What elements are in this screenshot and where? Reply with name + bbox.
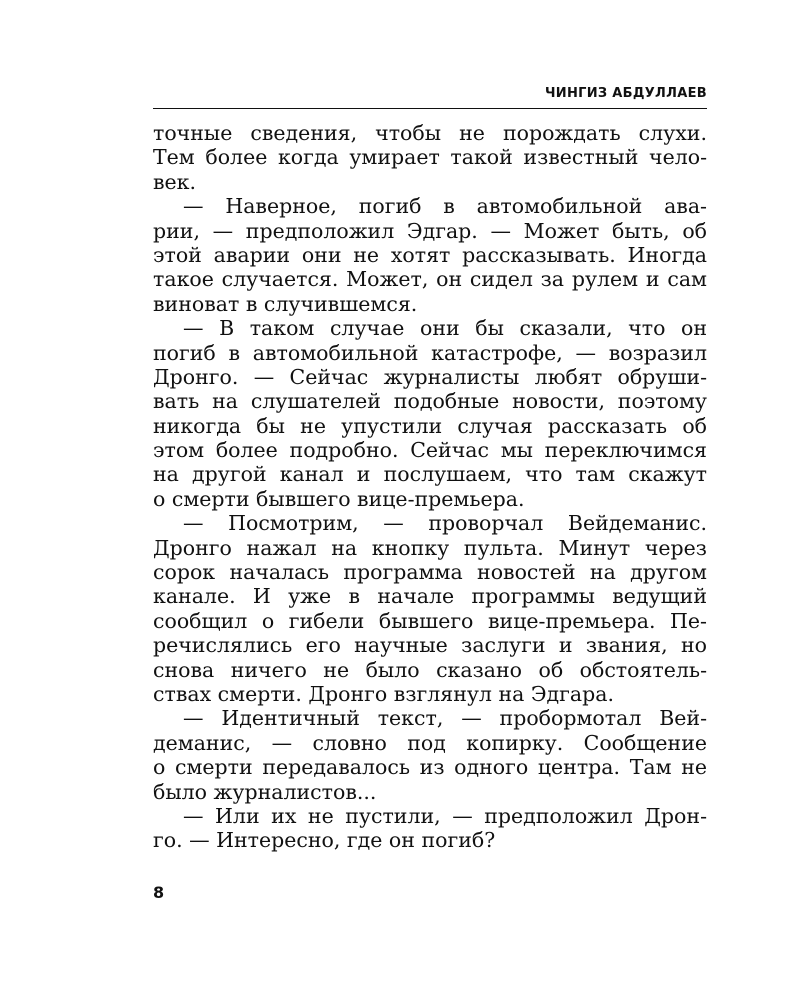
text-line: речислялись его научные заслуги и звания, но bbox=[153, 633, 707, 658]
text-line: сорок началась программа новостей на другом bbox=[153, 560, 707, 585]
page-number: 8 bbox=[153, 883, 165, 902]
text-line: Тем более когда умирает такой известный чело- bbox=[153, 145, 707, 170]
text-line: погиб в автомобильной катастрофе, — возразил bbox=[153, 340, 707, 365]
text-line: сообщил о гибели бывшего вице-премьера. Пе- bbox=[153, 608, 707, 633]
text-line: этой аварии они не хотят рассказывать. Иногда bbox=[153, 242, 707, 267]
text-line: Дронго нажал на кнопку пульта. Минут через bbox=[153, 535, 707, 560]
text-line: канале. И уже в начале программы ведущий bbox=[153, 584, 707, 609]
text-line: — Или их не пустили, — предположил Дрон- bbox=[183, 803, 707, 828]
text-line: — В таком случае они бы сказали, что он bbox=[183, 316, 707, 341]
text-line: виноват в случившемся. bbox=[153, 291, 418, 316]
text-line: было журналистов... bbox=[153, 779, 377, 804]
text-line: рии, — предположил Эдгар. — Может быть, об bbox=[153, 218, 707, 243]
text-line: — Идентичный текст, — пробормотал Вей- bbox=[183, 706, 707, 731]
text-line: такое случается. Может, он сидел за рулем и сам bbox=[153, 267, 707, 292]
text-line: на другой канал и послушаем, что там скажут bbox=[153, 462, 707, 487]
text-line: — Посмотрим, — проворчал Вейдеманис. bbox=[183, 511, 707, 536]
running-head-author: ЧИНГИЗ АБДУЛЛАЕВ bbox=[544, 86, 707, 101]
text-line: снова ничего не было сказано об обстоятель- bbox=[153, 657, 707, 682]
text-line: Дронго. — Сейчас журналисты любят обруши- bbox=[153, 364, 707, 389]
text-line: го. — Интересно, где он погиб? bbox=[153, 828, 496, 853]
text-line: о смерти передавалось из одного центра. Там не bbox=[153, 755, 707, 780]
header-rule bbox=[153, 108, 707, 109]
body-text bbox=[153, 121, 707, 853]
text-line: век. bbox=[153, 169, 197, 194]
text-line: ствах смерти. Дронго взглянул на Эдгара. bbox=[153, 681, 614, 706]
text-line: вать на слушателей подобные новости, поэтому bbox=[153, 389, 707, 414]
text-line: точные сведения, чтобы не порождать слухи. bbox=[153, 121, 707, 145]
text-line: — Наверное, погиб в автомобильной ава- bbox=[183, 194, 707, 219]
text-line: о смерти бывшего вице-премьера. bbox=[153, 486, 525, 511]
text-line: этом более подробно. Сейчас мы переключимся bbox=[153, 438, 707, 463]
text-line: деманис, — словно под копирку. Сообщение bbox=[153, 730, 707, 755]
text-line: никогда бы не упустили случая рассказать об bbox=[153, 413, 707, 438]
